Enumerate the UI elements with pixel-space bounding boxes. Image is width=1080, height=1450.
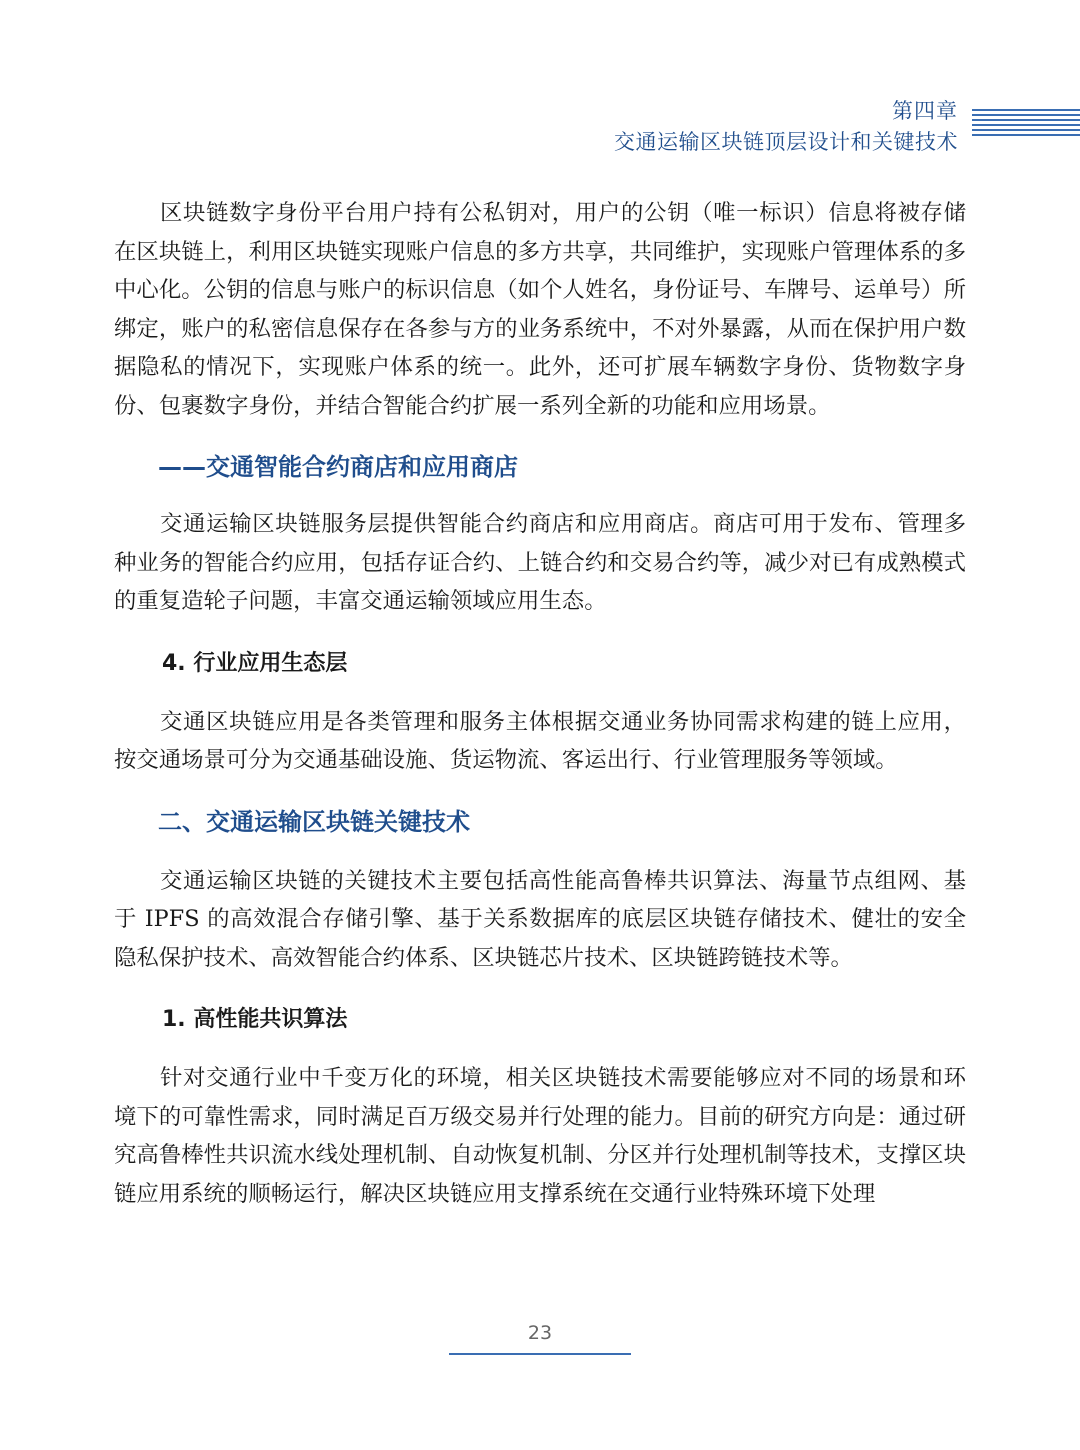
paragraph-digital-identity: 区块链数字身份平台用户持有公私钥对，用户的公钥（唯一标识）信息将被存储在区块链上，利用区块链实现账户信息的多方共享，共同维护，实现账户管理体系的多中心化。公钥的信息与账户的标识信息（如个人姓名，身份证号、车牌号、运单号）所绑定，账户的私密信息保存在各参与方的业务系统中，不对外暴露，从而在保护用户数据隐私的情况下，实现账户体系的统一。此外，还可扩展车辆数字身份、货物数字身份、包裹数字身份，并结合智能合约扩展一系列全新的功能和应用场景。 <box>114 200 966 419</box>
heading-consensus-algorithm: 1. 高性能共识算法 <box>162 1007 348 1032</box>
heading-industry-ecosystem: 4. 行业应用生态层 <box>162 650 348 676</box>
header-decoration-lines <box>972 109 1080 143</box>
running-header <box>614 96 958 158</box>
header-line <box>972 119 1080 121</box>
page-number-underline <box>449 1353 631 1355</box>
paragraph-key-technologies: 交通运输区块链的关键技术主要包括高性能高鲁棒共识算法、海量节点组网、基于 IPFS 的高效混合存储引擎、基于关系数据库的底层区块链存储技术、健壮的安全隐私保护技术、高效智能合约体系、区块链芯片技术、区块链跨链技术等。 <box>114 867 966 971</box>
header-line <box>972 124 1080 126</box>
header-line <box>972 134 1080 136</box>
header-line <box>972 114 1080 116</box>
header-line <box>972 129 1080 131</box>
page-number: 23 <box>527 1322 553 1344</box>
page-content <box>114 194 966 1213</box>
paragraph-industry-ecosystem: 交通区块链应用是各类管理和服务主体根据交通业务协同需求构建的链上应用，按交通场景可分为交通基础设施、货运物流、客运出行、行业管理服务等领域。 <box>114 708 966 773</box>
header-line <box>972 109 1080 111</box>
subheading-contract-store: ——交通智能合约商店和应用商店 <box>158 453 518 481</box>
paragraph-contract-store: 交通运输区块链服务层提供智能合约商店和应用商店。商店可用于发布、管理多种业务的智能合约应用，包括存证合约、上链合约和交易合约等，减少对已有成熟模式的重复造轮子问题，丰富交通运输领域应用生态。 <box>114 511 966 614</box>
section-heading-key-technologies: 二、交通运输区块链关键技术 <box>158 807 470 836</box>
chapter-label: 第四章 <box>892 99 958 123</box>
chapter-title: 交通运输区块链顶层设计和关键技术 <box>614 130 958 154</box>
paragraph-consensus-algorithm: 针对交通行业中千变万化的环境，相关区块链技术需要能够应对不同的场景和环境下的可靠性需求，同时满足百万级交易并行处理的能力。目前的研究方向是：通过研究高鲁棒性共识流水线处理机制、自动恢复机制、分区并行处理机制等技术，支撑区块链应用系统的顺畅运行，解决区块链应用支撑系统在交通行业特殊环境下处理 <box>114 1065 966 1207</box>
